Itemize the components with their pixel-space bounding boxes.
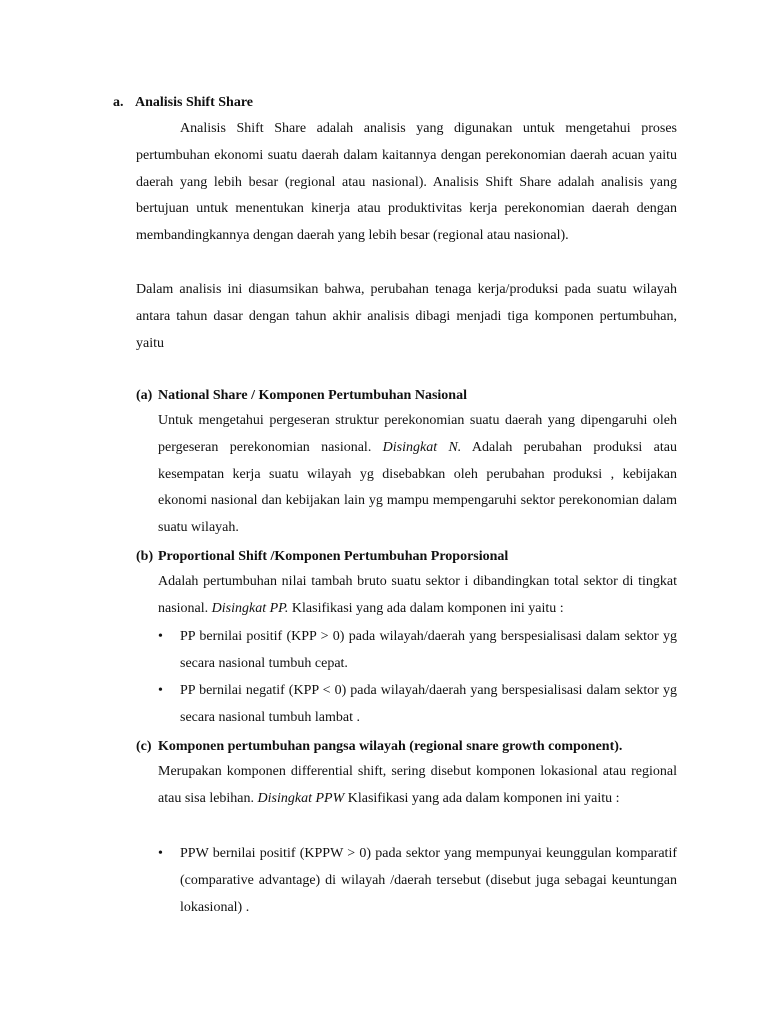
intro-paragraph-2: Dalam analisis ini diasumsikan bahwa, perubahan tenaga kerja/produksi pada suatu wilayah antara tahun dasar dengan tahun akhir analisis dibagi menjadi tiga komponen pertumbuhan, yaitu [136,282,677,351]
component-c-text-before: Merupakan komponen differential shift, sering disebut komponen lokasional atau regional atau sisa lebihan. [158,764,677,806]
component-b-title: Proportional Shift /Komponen Pertumbuhan Proporsional [158,549,509,564]
component-c-abbr: Disingkat PPW [257,790,345,806]
component-b-label: (b) [136,549,154,564]
component-a-heading [136,386,467,406]
component-c-bullet-1: PPW bernilai positif (KPPW > 0) pada sektor yang mempunyai keunggulan komparatif (comparative advantage) di wilayah /daerah tersebut (disebut juga sebagai keuntungan lokasional) . [180,846,677,915]
component-c-text-after: Klasifikasi yang ada dalam komponen ini yaitu : [344,790,620,806]
component-a-label: (a) [136,388,153,403]
component-b-heading [136,547,508,567]
bullet-icon: • [158,683,163,698]
component-b-text-after: Klasifikasi yang ada dalam komponen ini yaitu : [288,600,564,616]
bullet-icon: • [158,629,163,644]
component-a-title: National Share / Komponen Pertumbuhan Nasional [158,388,467,403]
bullet-icon: • [158,846,163,861]
component-a-text-after: Adalah perubahan produksi atau kesempatan kerja suatu wilayah yg disebabkan oleh perubahan produksi , kebijakan ekonomi nasional dan kebijakan lain yg mampu mempengaruhi sektor perekonomian dalam suatu wilayah. [158,439,677,536]
section-heading [113,93,253,113]
component-c-title: Komponen pertumbuhan pangsa wilayah (regional snare growth component). [158,739,623,754]
component-c-text [158,759,677,813]
section-title: Analisis Shift Share [135,95,253,110]
list-item [158,841,677,921]
list-item [158,624,677,678]
component-b-text-before: Adalah pertumbuhan nilai tambah bruto suatu sektor i dibandingkan total sektor di tingkat nasional. [158,574,677,616]
component-b-abbr: Disingkat PP. [211,600,289,616]
component-b-bullet-1: PP bernilai positif (KPP > 0) pada wilayah/daerah yang berspesialisasi dalam sektor yg secara nasional tumbuh cepat. [180,629,677,671]
section-number: a. [113,95,124,110]
component-a-text-before: Untuk mengetahui pergeseran struktur perekonomian suatu daerah yang dipengaruhi oleh pergeseran perekonomian nasional. [158,413,677,455]
component-b-bullet-2: PP bernilai negatif (KPP < 0) pada wilayah/daerah yang berspesialisasi dalam sektor yg secara nasional tumbuh lambat . [180,683,677,725]
component-a-abbr: Disingkat N. [382,439,462,455]
list-item [158,678,677,732]
component-c-label: (c) [136,739,152,754]
component-c-heading [136,737,622,757]
component-b-text [158,569,677,623]
component-a-text [158,408,677,542]
intro-paragraph-1: Analisis Shift Share adalah analisis yang digunakan untuk mengetahui proses pertumbuhan ekonomi suatu daerah dalam kaitannya dengan perekonomian daerah acuan yaitu daerah yang lebih besar (regional atau nasional). Analisis Shift Share adalah analisis yang bertujuan untuk menentukan kinerja atau produktivitas kerja perekonomian daerah dengan membandingkannya dengan daerah yang lebih besar (regional atau nasional). [136,121,677,244]
